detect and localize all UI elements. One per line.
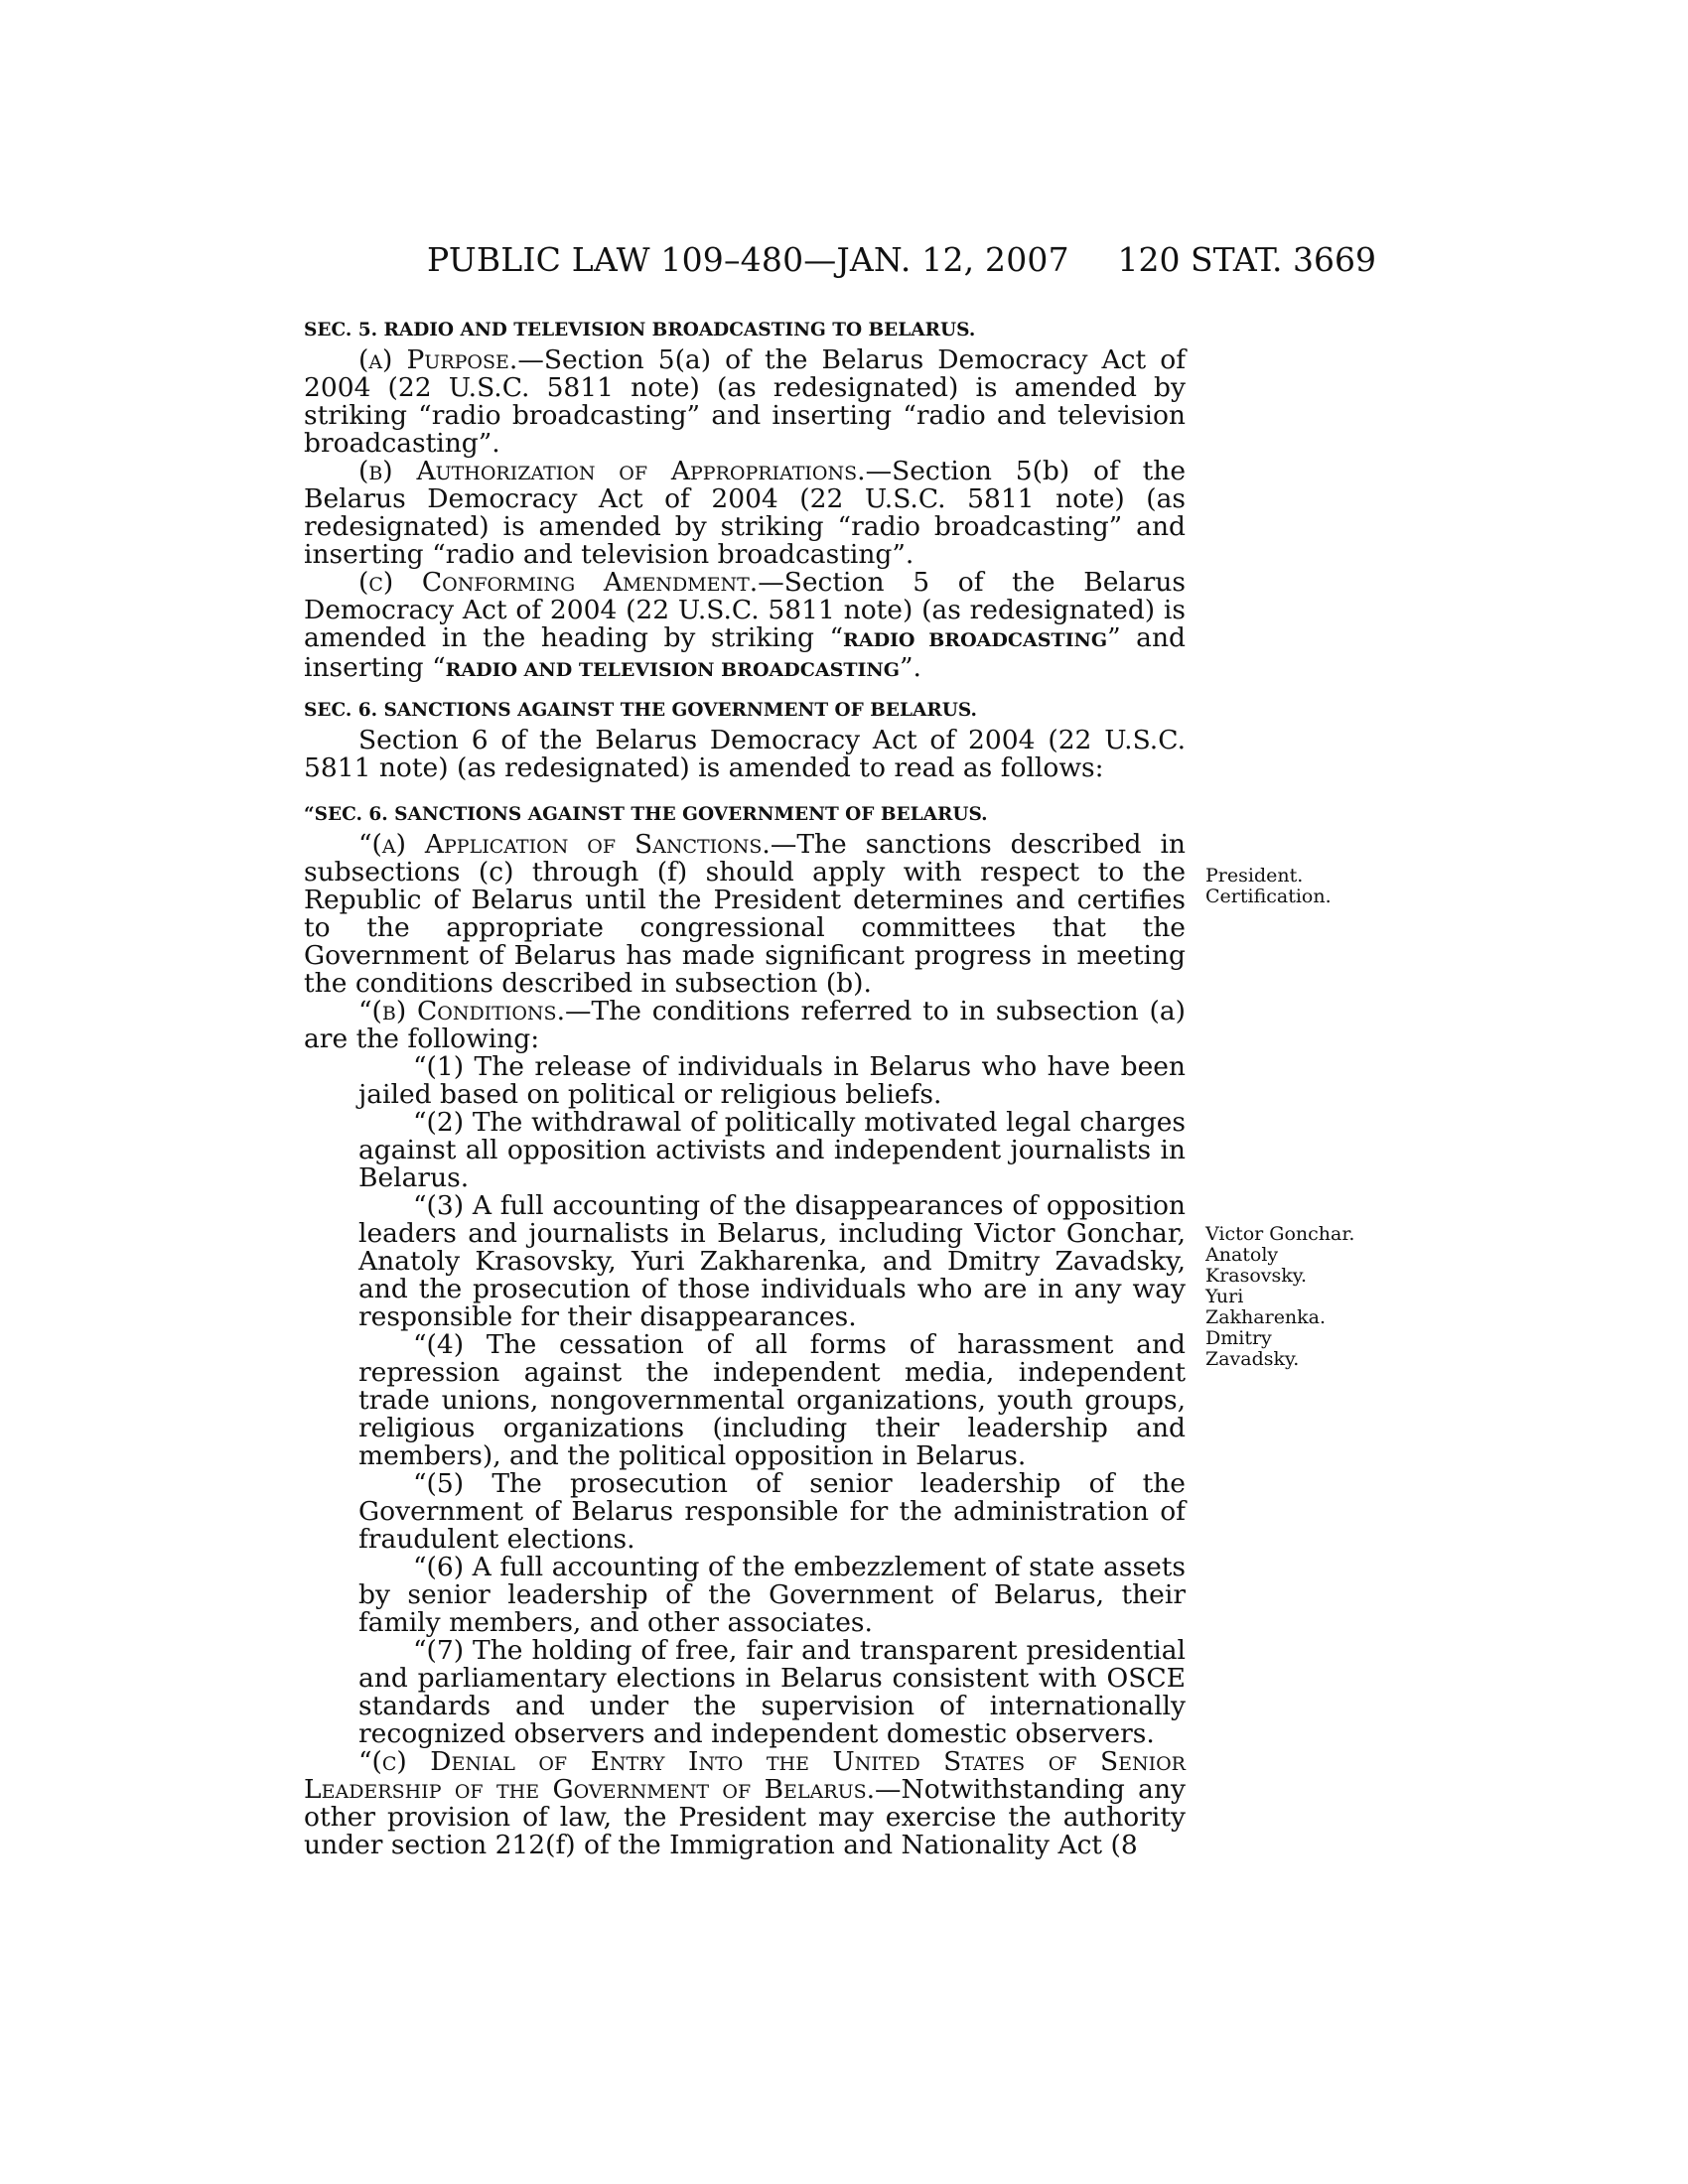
sec5-c-label: (c) Conforming Amendment. bbox=[358, 567, 759, 598]
sec6-c-text: —Notwithstanding any other provision of law, the President may exercise the authority under section 212(f) of the Immigration and Nationality Act (8 bbox=[304, 1774, 1187, 1860]
sec5-b-label: (b) Authorization of Appropriations. bbox=[358, 456, 866, 486]
margin-note-line: Dmitry bbox=[1205, 1327, 1272, 1349]
margin-note-president bbox=[1205, 866, 1332, 907]
sec5-subsection-b bbox=[304, 458, 1186, 569]
running-header-title: PUBLIC LAW 109–480—JAN. 12, 2007 bbox=[427, 240, 1069, 279]
margin-note-line: Zavadsky. bbox=[1205, 1348, 1300, 1370]
sec5-a-label: (a) Purpose. bbox=[358, 344, 518, 375]
sec5-subsection-a bbox=[304, 346, 1186, 458]
sec5-c-text2: ” and inserting “ bbox=[304, 622, 1186, 683]
margin-note-line: Victor Gonchar. bbox=[1205, 1223, 1355, 1245]
sec6-c-label: “(c) Denial of Entry Into the United States of Senior Leadership of the Government of Belarus. bbox=[304, 1746, 1186, 1805]
sec6-heading: SEC. 6. SANCTIONS AGAINST THE GOVERNMENT OF BELARUS. bbox=[304, 700, 977, 721]
margin-note-line: Certification. bbox=[1205, 886, 1332, 907]
document-body bbox=[304, 318, 1186, 1859]
sec6-b-text: —The conditions referred to in subsection (a) are the following: bbox=[304, 996, 1187, 1054]
sec6-subsection-b bbox=[304, 998, 1186, 1053]
sec6-subsection-c bbox=[304, 1748, 1186, 1859]
sec6-intro: Section 6 of the Belarus Democracy Act of 2004 (22 U.S.C. 5811 note) (as redesignated) is amended to read as follows: bbox=[304, 725, 1186, 783]
condition-item-4: “(4) The cessation of all forms of harassment and repression against the independent media, independent trade unions, nongovernmental organizations, youth groups, religious organizations (including their leadership and members), and the political opposition in Belarus. bbox=[358, 1329, 1186, 1471]
margin-note-line: Anatoly bbox=[1205, 1244, 1279, 1266]
running-header bbox=[304, 240, 1376, 290]
sec6-quoted-heading: “SEC. 6. SANCTIONS AGAINST THE GOVERNMENT OF BELARUS. bbox=[304, 804, 988, 825]
sec5-c-struck-heading: RADIO BROADCASTING bbox=[843, 629, 1108, 651]
statute-page-number: 120 STAT. 3669 bbox=[1117, 240, 1376, 279]
sec6-a-text: —The sanctions described in subsections (c) through (f) should apply with respect to the Republic of Belarus until the President determines and certifies to the appropriate congressional committees that the Government of Belarus has made significant progress in meeting the conditions described in subsection (b). bbox=[304, 829, 1186, 999]
margin-note-line: Yuri bbox=[1205, 1286, 1244, 1307]
sec5-subsection-c bbox=[304, 569, 1186, 684]
sec5-a-text: —Section 5(a) of the Belarus Democracy Act of 2004 (22 U.S.C. 5811 note) (as redesignated) is amended by striking “radio broadcasting” and inserting “radio and television broadcasting”. bbox=[304, 344, 1186, 459]
margin-note-line: Krasovsky. bbox=[1205, 1265, 1308, 1287]
margin-note-names bbox=[1205, 1224, 1354, 1370]
sec5-b-text: —Section 5(b) of the Belarus Democracy Act of 2004 (22 U.S.C. 5811 note) (as redesignated) is amended by striking “radio broadcasting” and inserting “radio and television broadcasting”. bbox=[304, 456, 1186, 570]
sec6-subsection-a bbox=[304, 831, 1186, 998]
condition-item-5: “(5) The prosecution of senior leadership of the Government of Belarus responsible for the administration of fraudulent elections. bbox=[358, 1468, 1186, 1555]
sec5-c-inserted-heading: RADIO AND TELEVISION BROADCASTING bbox=[445, 659, 900, 681]
condition-item-6: “(6) A full accounting of the embezzlement of state assets by senior leadership of the Government of Belarus, their family members, and other associates. bbox=[358, 1552, 1186, 1638]
sec5-heading: SEC. 5. RADIO AND TELEVISION BROADCASTING TO BELARUS. bbox=[304, 320, 976, 341]
condition-item-7: “(7) The holding of free, fair and transparent presidential and parliamentary elections in Belarus consistent with OSCE standards and under the supervision of internationally recognized observers and independent domestic observers. bbox=[358, 1635, 1186, 1749]
margin-note-line: President. bbox=[1205, 865, 1304, 887]
condition-item-2: “(2) The withdrawal of politically motivated legal charges against all opposition activists and independent journalists in Belarus. bbox=[358, 1107, 1186, 1193]
margin-note-line: Zakharenka. bbox=[1205, 1306, 1327, 1328]
sec5-c-text3: ”. bbox=[899, 652, 921, 683]
sec6-b-label: “(b) Conditions. bbox=[358, 996, 566, 1026]
sec5-c-text1: —Section 5 of the Belarus Democracy Act of 2004 (22 U.S.C. 5811 note) (as redesignated) is amended in the heading by striking “ bbox=[304, 567, 1186, 653]
condition-item-1: “(1) The release of individuals in Belarus who have been jailed based on political or religious beliefs. bbox=[358, 1051, 1186, 1110]
sec6-a-label: “(a) Application of Sanctions. bbox=[358, 829, 771, 860]
condition-item-3: “(3) A full accounting of the disappearances of opposition leaders and journalists in Belarus, including Victor Gonchar, Anatoly Krasovsky, Yuri Zakharenka, and Dmitry Zavadsky, and the prosecution of those individuals who are in any way responsible for their disappearances. bbox=[358, 1190, 1186, 1332]
